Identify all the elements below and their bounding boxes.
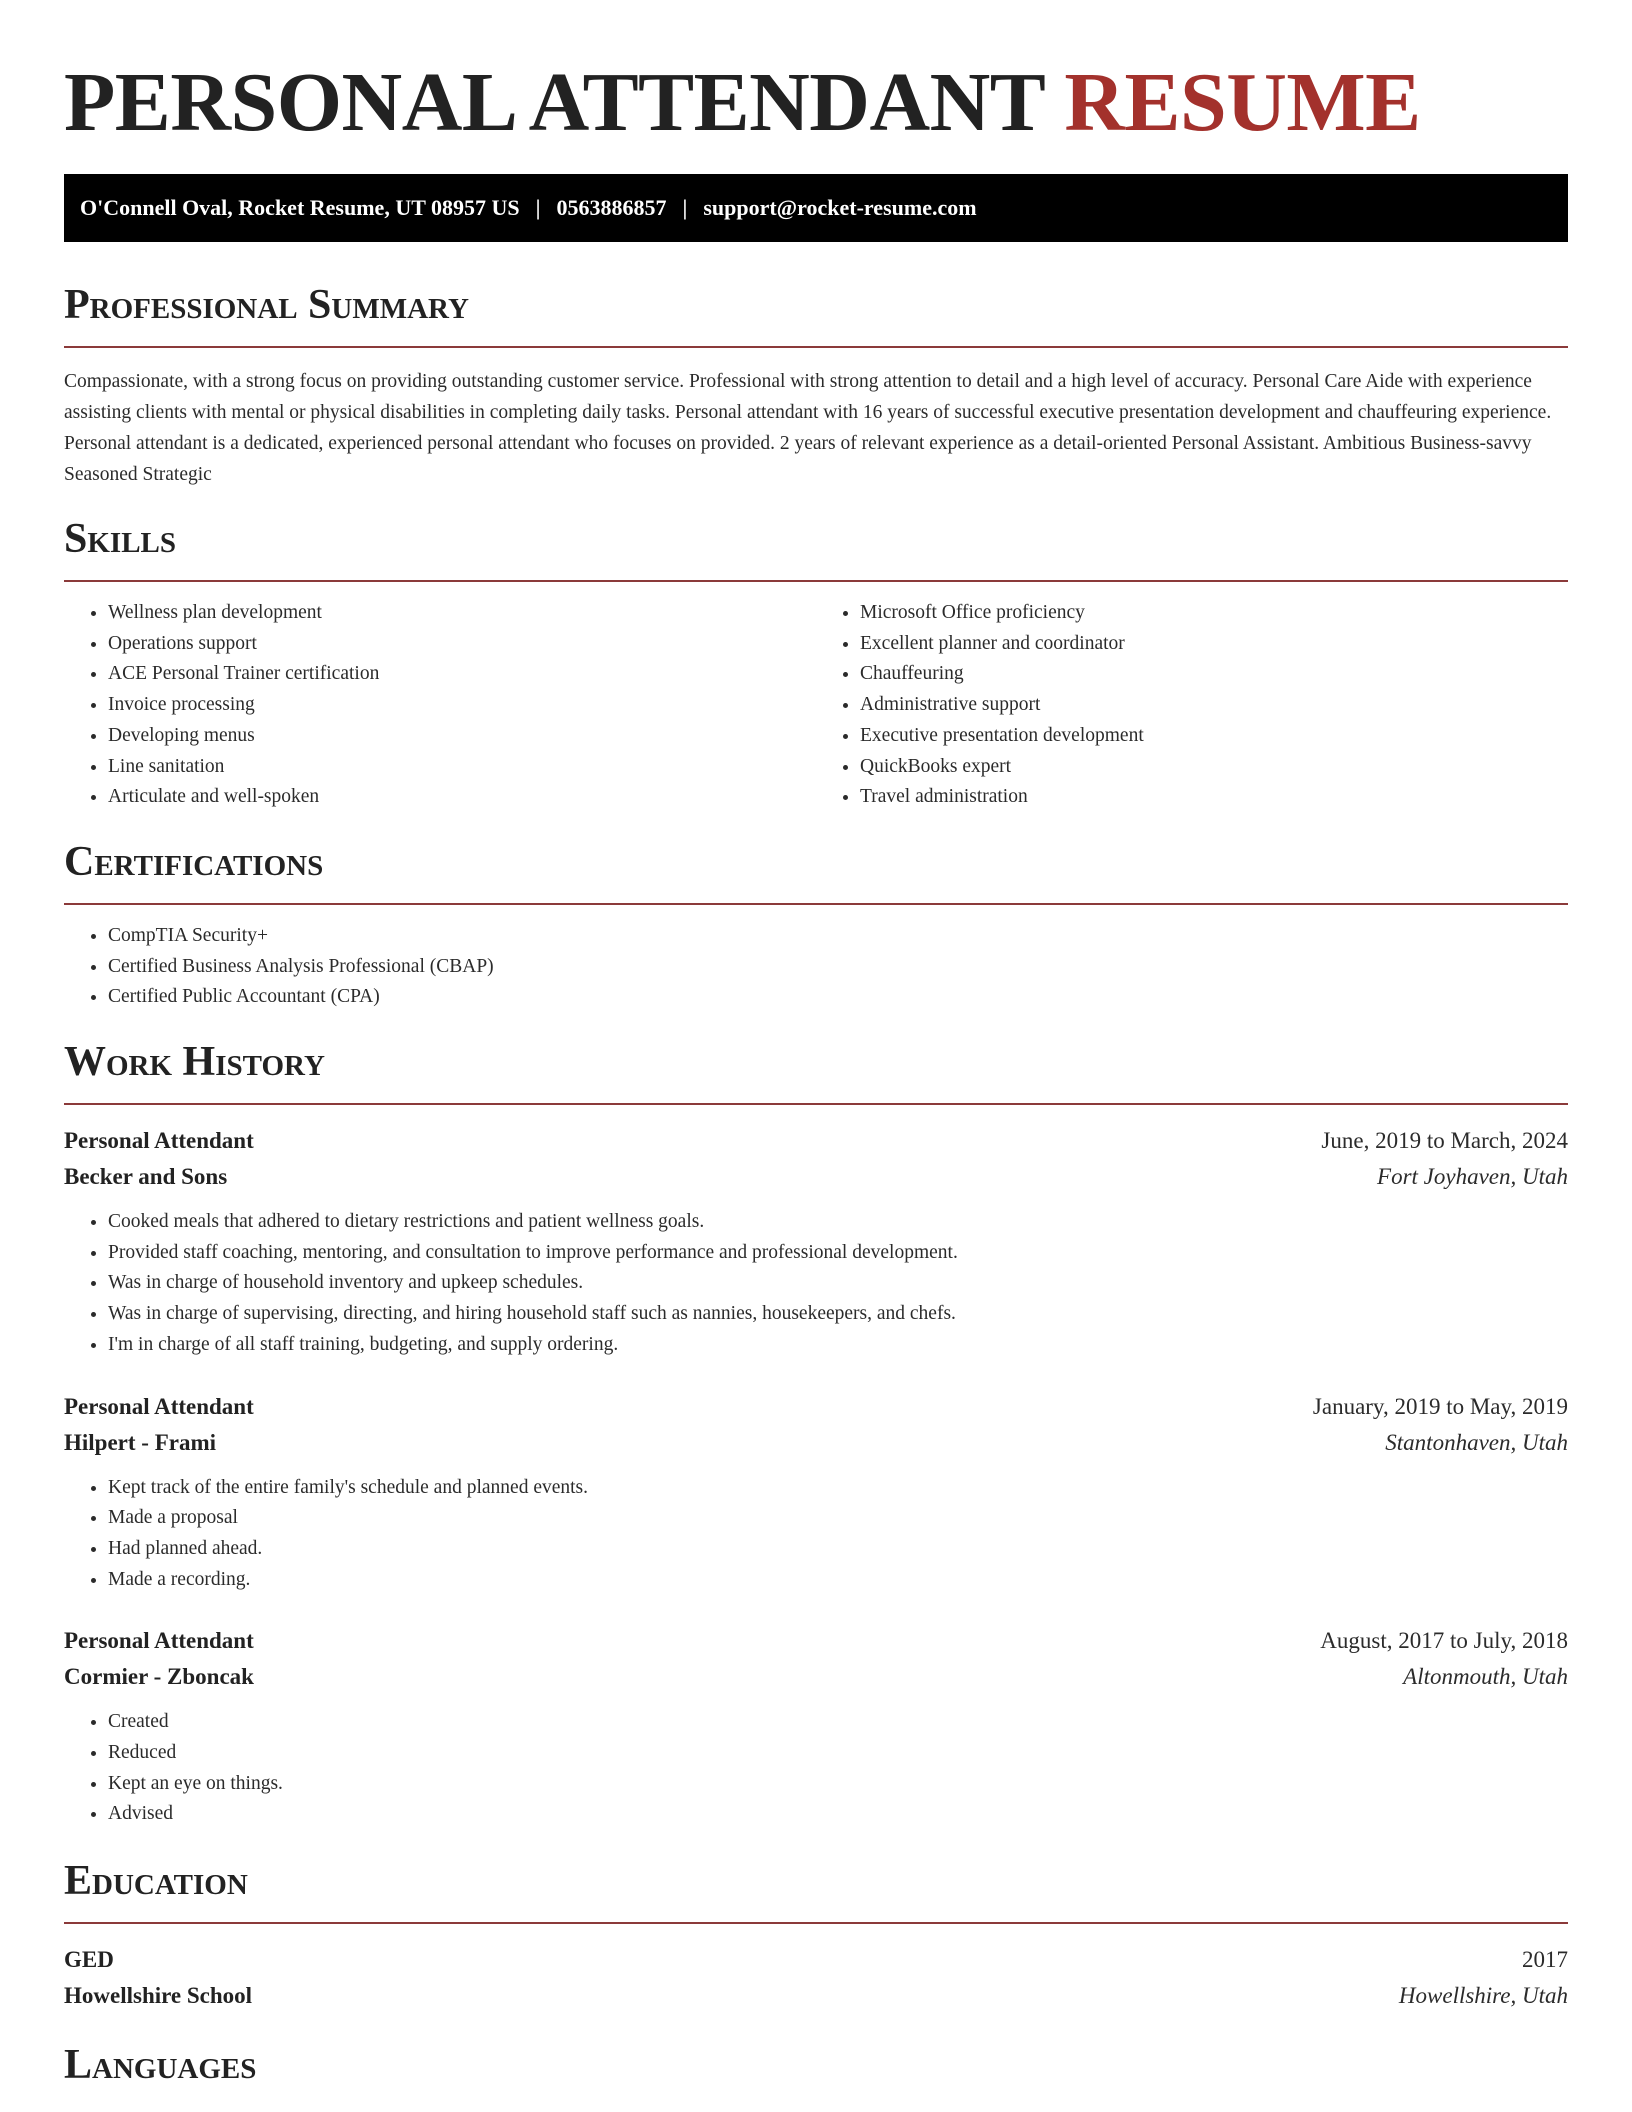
education-entry <box>64 1942 1568 2014</box>
skill-item: • Wellness plan development <box>108 598 816 629</box>
job-dates: August, 2017 to July, 2018 <box>1320 1628 1568 1654</box>
job-duty-item: • Kept track of the entire family's schedule and planned events. <box>108 1473 1568 1504</box>
job-duty-item: • Made a recording. <box>108 1565 1568 1596</box>
certifications-list <box>64 921 1568 1013</box>
job-location: Fort Joyhaven, Utah <box>1377 1164 1568 1190</box>
skill-item: • Line sanitation <box>108 752 816 783</box>
skill-item: • Travel administration <box>860 782 1568 813</box>
section-heading-work-history: Work History <box>64 1039 325 1086</box>
education-section <box>64 1856 1568 2014</box>
contact-email[interactable]: support@rocket-resume.com <box>703 195 977 220</box>
section-divider <box>64 1103 1568 1105</box>
section-divider <box>64 346 1568 348</box>
section-divider <box>64 903 1568 905</box>
job-duty-item: • Provided staff coaching, mentoring, and consultation to improve performance and professional development. <box>108 1238 1568 1269</box>
summary-section <box>64 280 1568 490</box>
section-heading-skills: Skills <box>64 516 177 562</box>
job-header-row <box>64 1123 1568 1159</box>
job-company-row <box>64 1425 1568 1461</box>
job-duty-item: • Was in charge of supervising, directing, and hiring household staff such as nannies, housekeepers, and chefs. <box>108 1299 1568 1330</box>
education-year: 2017 <box>1522 1947 1568 1973</box>
skill-item: • QuickBooks expert <box>860 752 1568 783</box>
section-divider <box>64 580 1568 582</box>
languages-section <box>64 2040 1568 2090</box>
education-location: Howellshire, Utah <box>1398 1983 1568 2009</box>
education-degree-row <box>64 1942 1568 1978</box>
contact-separator: | <box>535 195 541 220</box>
job-company-row <box>64 1159 1568 1195</box>
summary-text: Compassionate, with a strong focus on providing outstanding customer service. Professional with strong attention to detail and a high level of accuracy. Personal Care Aide with experience assisting clients with mental or physical disabilities in completing daily tasks. Personal attendant with 16 years of successful executive presentation development and chauffeuring experience. Personal attendant is a dedicated, experienced personal attendant who focuses on provided. 2 years of relevant experience as a detail-oriented Personal Assistant. Ambitious Business-savvy Seasoned Strategic <box>64 371 1552 485</box>
job-duty-item: • Reduced <box>108 1738 1568 1769</box>
section-heading-education: Education <box>64 1858 248 1905</box>
job-header-row <box>64 1389 1568 1425</box>
job-duties-list <box>64 1207 1568 1361</box>
skill-item: • Administrative support <box>860 690 1568 721</box>
skill-item: • ACE Personal Trainer certification <box>108 659 816 690</box>
job-duty-item: • Advised <box>108 1799 1568 1830</box>
job-dates: June, 2019 to March, 2024 <box>1321 1128 1568 1154</box>
job-duty-item: • I'm in charge of all staff training, budgeting, and supply ordering. <box>108 1330 1568 1361</box>
job-location: Altonmouth, Utah <box>1403 1664 1568 1690</box>
job-company: Hilpert - Frami <box>64 1429 217 1455</box>
section-heading-summary: Professional Summary <box>64 282 469 328</box>
job-entry <box>64 1123 1568 1361</box>
certification-item: • CompTIA Security+ <box>108 921 1568 952</box>
skill-item: • Developing menus <box>108 721 816 752</box>
skill-item: • Microsoft Office proficiency <box>860 598 1568 629</box>
contact-phone[interactable]: 0563886857 <box>556 195 667 220</box>
job-title: Personal Attendant <box>64 1393 254 1419</box>
job-duty-item: • Cooked meals that adhered to dietary restrictions and patient wellness goals. <box>108 1207 1568 1238</box>
contact-separator: | <box>682 195 688 220</box>
job-company: Becker and Sons <box>64 1164 228 1190</box>
skill-item: • Invoice processing <box>108 690 816 721</box>
job-duty-item: • Made a proposal <box>108 1503 1568 1534</box>
skills-section <box>64 514 1568 813</box>
work-history-section <box>64 1037 1568 1830</box>
job-duty-item: • Created <box>108 1707 1568 1738</box>
skill-item: • Excellent planner and coordinator <box>860 629 1568 660</box>
job-duties-list <box>64 1707 1568 1830</box>
education-school: Howellshire School <box>64 1983 253 2009</box>
job-title: Personal Attendant <box>64 1628 254 1654</box>
skill-item: • Articulate and well-spoken <box>108 782 816 813</box>
job-company-row <box>64 1659 1568 1695</box>
job-entry <box>64 1389 1568 1596</box>
education-degree: GED <box>64 1947 114 1973</box>
skills-grid <box>64 598 1568 813</box>
section-divider <box>64 1922 1568 1924</box>
job-duty-item: • Had planned ahead. <box>108 1534 1568 1565</box>
title-main: PERSONAL ATTENDANT <box>64 56 1044 149</box>
certification-item: • Certified Public Accountant (CPA) <box>108 982 1568 1013</box>
job-title: Personal Attendant <box>64 1128 254 1154</box>
job-header-row <box>64 1623 1568 1659</box>
title-accent: RESUME <box>1064 56 1421 149</box>
skill-item: • Chauffeuring <box>860 659 1568 690</box>
skill-item: • Operations support <box>108 629 816 660</box>
section-heading-languages: Languages <box>64 2042 257 2089</box>
resume-title <box>64 0 1568 154</box>
skills-list-left <box>64 598 816 813</box>
job-duty-item: • Was in charge of household inventory and upkeep schedules. <box>108 1268 1568 1299</box>
certification-item: • Certified Business Analysis Professional (CBAP) <box>108 952 1568 983</box>
job-entry <box>64 1623 1568 1830</box>
job-location: Stantonhaven, Utah <box>1385 1429 1568 1455</box>
job-duties-list <box>64 1473 1568 1596</box>
certifications-section <box>64 837 1568 1013</box>
skill-item: • Executive presentation development <box>860 721 1568 752</box>
contact-address: O'Connell Oval, Rocket Resume, UT 08957 US <box>80 195 520 220</box>
section-heading-certifications: Certifications <box>64 838 324 885</box>
job-company: Cormier - Zboncak <box>64 1664 254 1690</box>
education-school-row <box>64 1978 1568 2014</box>
skills-list-right <box>816 598 1568 813</box>
contact-bar <box>64 174 1568 242</box>
job-dates: January, 2019 to May, 2019 <box>1312 1393 1568 1419</box>
job-duty-item: • Kept an eye on things. <box>108 1769 1568 1800</box>
